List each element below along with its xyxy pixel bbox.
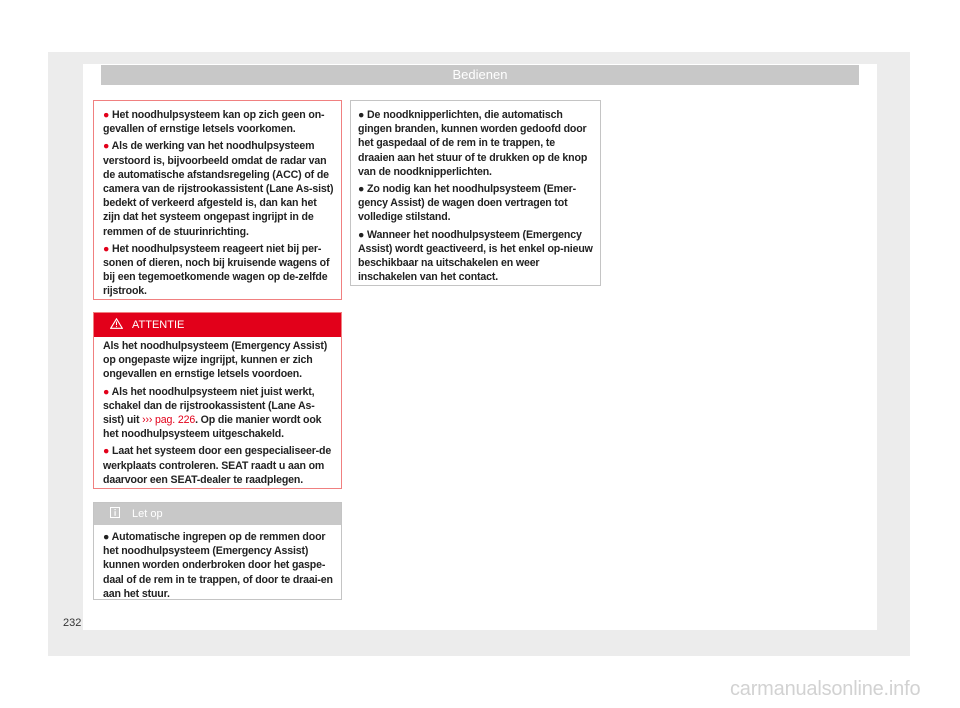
list-item: ● Zo nodig kan het noodhulpsysteem (Emer-gency Assist) de wagen doen vertragen tot volledige stilstand. [358,183,577,224]
attention-title: ATTENTIE [132,319,185,331]
bullet-icon: ● [103,242,110,255]
bullet-icon: ● [103,109,110,121]
list-item: ● Laat het systeem door een gespecialiseer-de werkplaats controleren. SEAT raadt u aan om daarvoor een SEAT-dealer te raadplegen. [103,445,332,486]
list-item: ● Automatische ingrepen op de remmen door het noodhulpsysteem (Emergency Assist) kunnen worden onderbroken door het gaspe-daal of de rem in te trappen, of door te draai-en aan het stuur. [103,531,333,600]
info-icon [110,507,120,518]
note-header [94,503,341,525]
bullet-icon: ● [358,109,365,121]
warning-triangle-icon [110,318,123,329]
note-box [93,502,342,600]
attention-box [93,312,342,489]
list-item: ● De noodknipperlichten, die automatisch gingen branden, kunnen worden gedoofd door het gaspedaal of de rem in te trappen, te draaien aan het stuur of te drukken op de knop van de noodknipperlichten. [358,109,588,178]
section-header: Bedienen [101,65,859,85]
bullet-icon: ● [358,228,365,241]
attention-header [94,313,341,337]
bullet-icon: ● [358,183,365,196]
watermark: carmanualsonline.info [730,678,921,700]
attention-intro: Als het noodhulpsysteem (Emergency Assist) op ongepaste wijze ingrijpt, kunnen er zich ongevallen en ernstige letsels voordoen. [103,340,328,381]
list-item: ● Het noodhulpsysteem reageert niet bij per-sonen of dieren, noch bij kruisende wagens of bij een tegemoetkomende wagen op de-zelfde rijstrook. [103,242,330,298]
list-item: ● Als het noodhulpsysteem niet juist werkt, schakel dan de rijstrookassistent (Lane As-sist) uit ››› pag. 226. Op die manier wordt ook het noodhulpsysteem uitgeschakeld. [103,385,322,441]
warning-list-box [93,100,342,300]
bullet-icon: ● [103,385,110,398]
list-item: ● Wanneer het noodhulpsysteem (Emergency Assist) wordt geactiveerd, is het enkel op-nieuw beschikbaar na uitschakelen en weer inschakelen van het contact. [358,228,593,284]
bullet-icon: ● [103,445,110,458]
list-item: ● Het noodhulpsysteem kan op zich geen on-gevallen of ernstige letsels voorkomen. [103,109,325,136]
bullet-icon: ● [103,140,110,153]
note-title: Let op [132,508,163,520]
page-number: 232 [63,617,82,629]
list-item: ● Als de werking van het noodhulpsysteem verstoord is, bijvoorbeeld omdat de radar van de automatische afstandsregeling (ACC) of de camera van de rijstrookassistent (Lane As-sist) bedekt of verkeerd afgesteld is, dan kan het zijn dat het systeem ongepast ingrijpt in de remmen of de stuurinrichting. [103,140,334,238]
info-list-box [350,100,601,286]
bullet-icon: ● [103,531,110,543]
page-reference-link[interactable]: ››› pag. 226 [142,414,196,427]
